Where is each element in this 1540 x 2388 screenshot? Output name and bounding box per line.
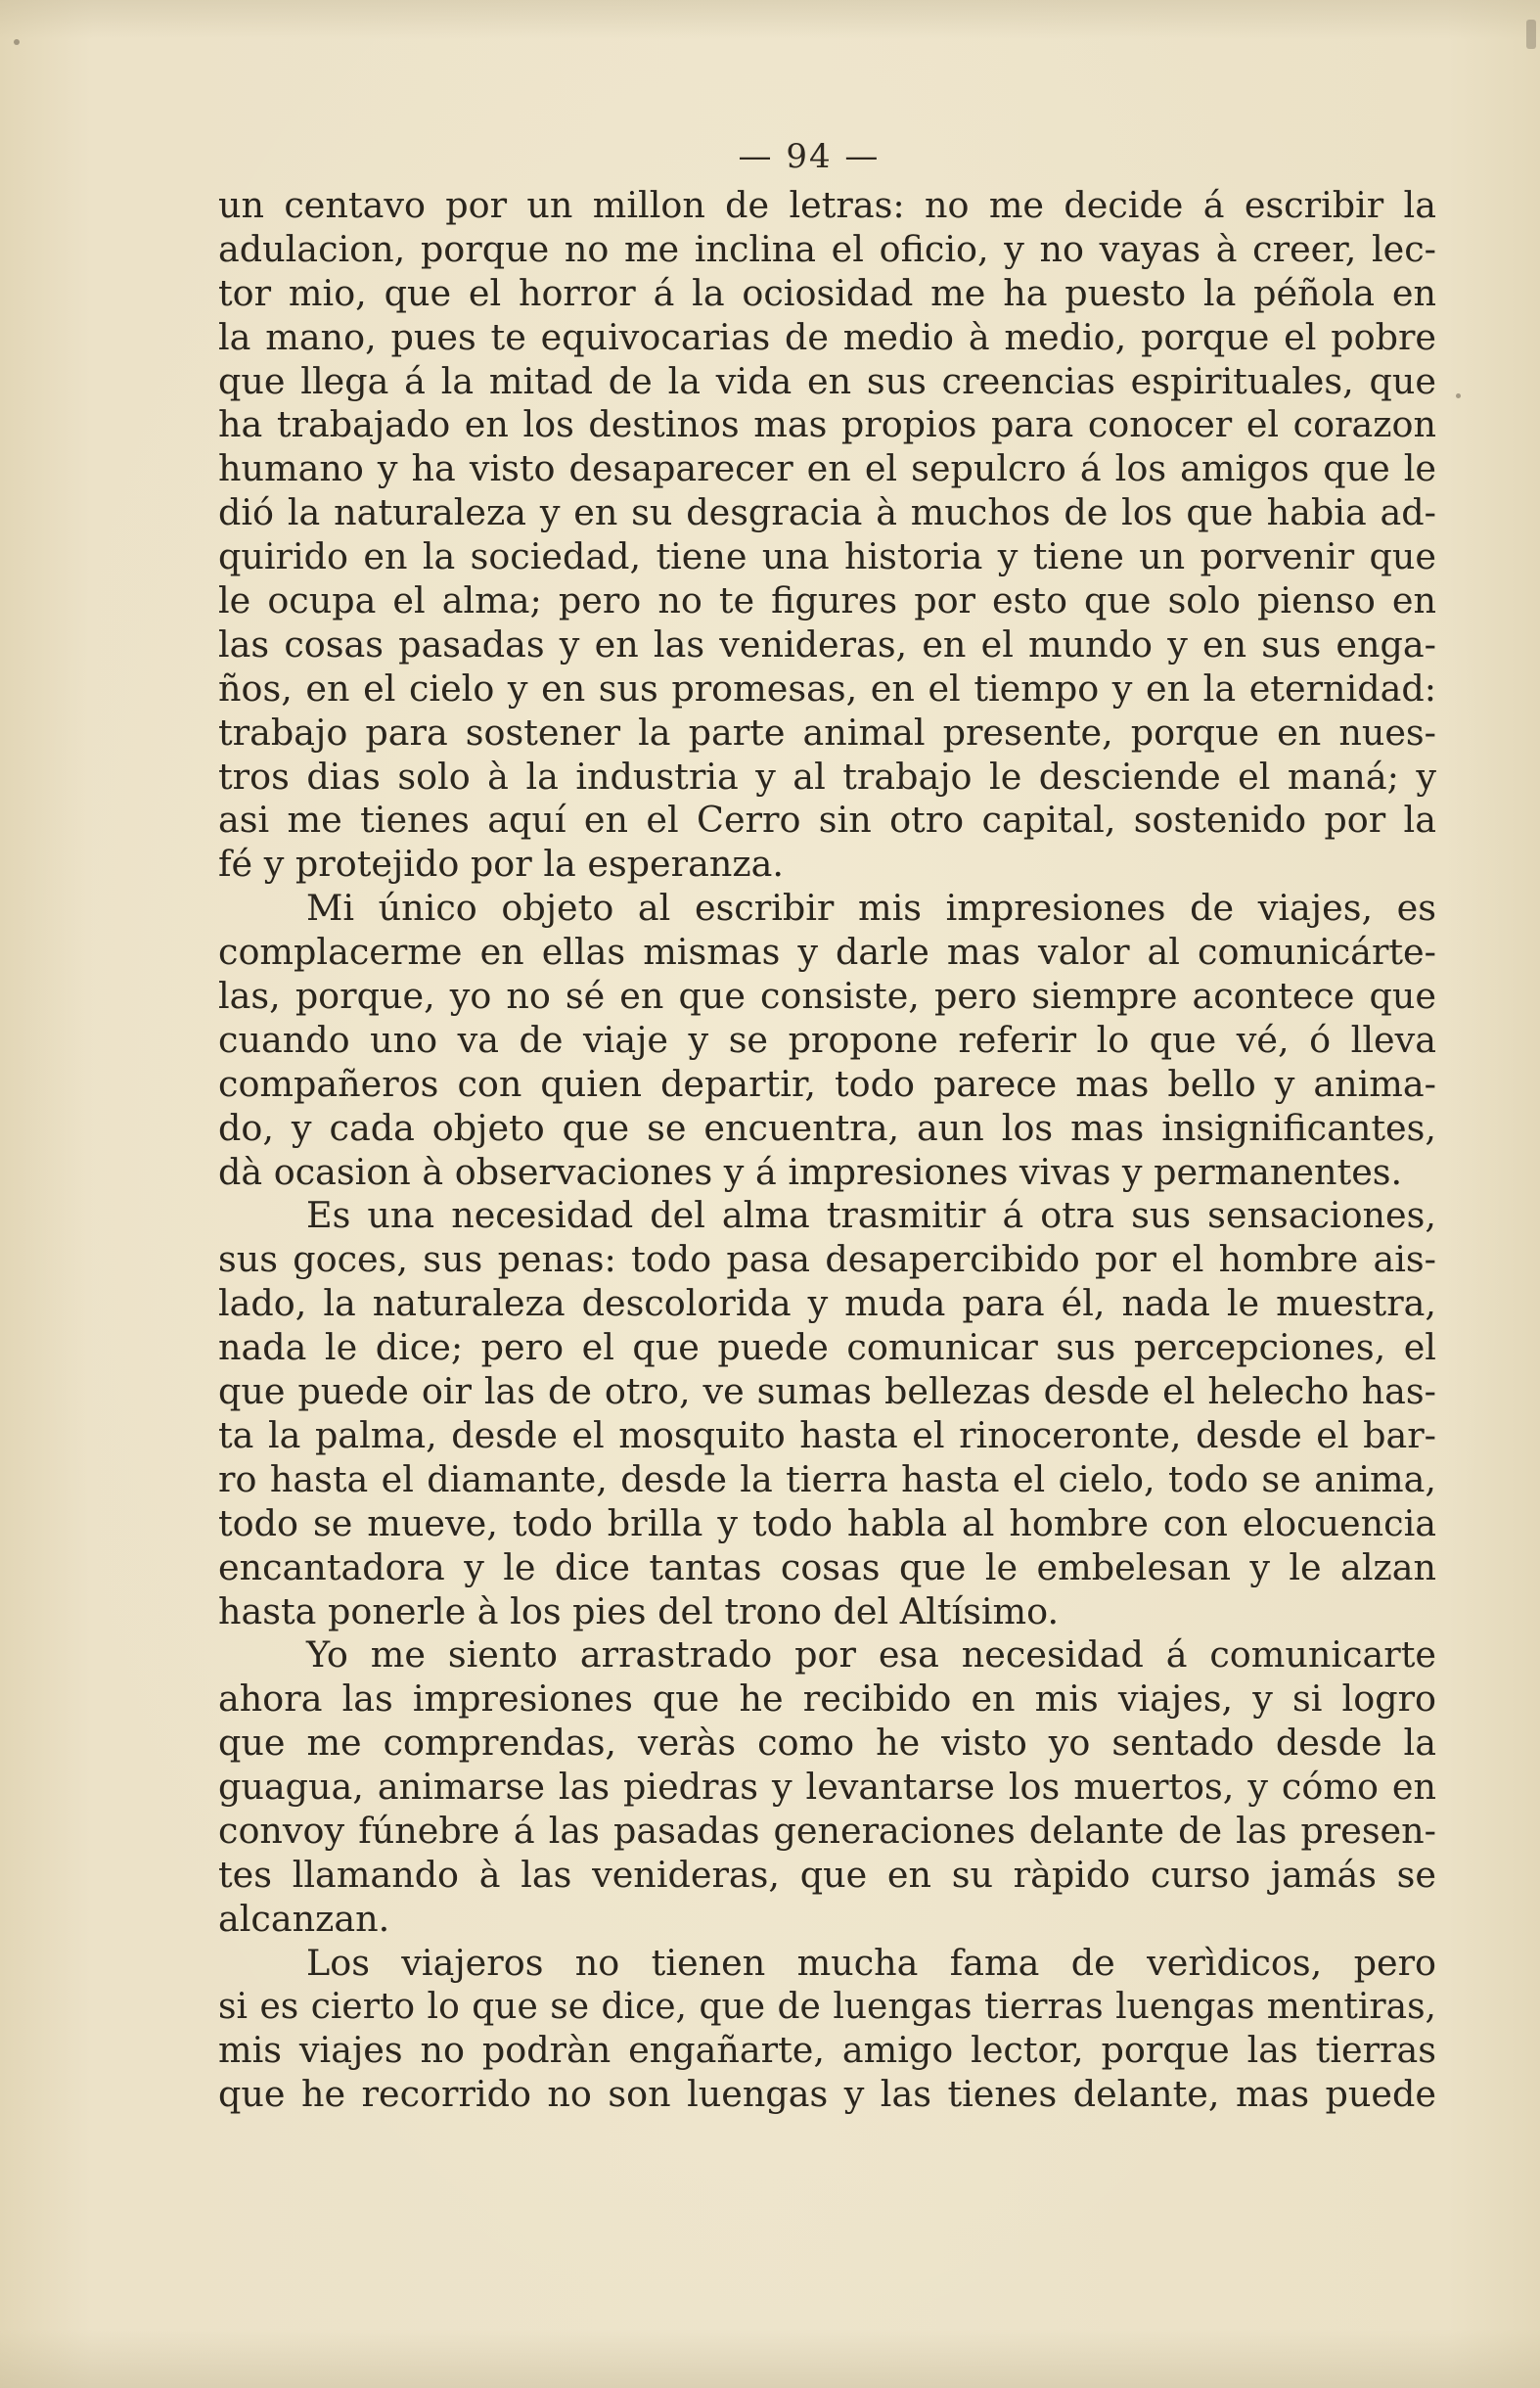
text-line: do, y cada objeto que se encuentra, aun los mas insignificantes,	[218, 1106, 1436, 1149]
text-line: nada le dice; pero el que puede comunicar sus percepciones, el	[218, 1326, 1436, 1369]
text-line: que he recorrido no son luengas y las tienes delante, mas puede	[218, 2073, 1436, 2116]
text-line: que llega á la mitad de la vida en sus creencias espirituales, que	[218, 359, 1436, 402]
text-line: ahora las impresiones que he recibido en mis viajes, y si logro	[218, 1677, 1436, 1721]
text-line: fé y protejido por la esperanza.	[218, 843, 784, 886]
text-line: todo se mueve, todo brilla y todo habla al hombre con elocuencia	[218, 1501, 1436, 1544]
text-line: Mi único objeto al escribir mis impresiones de viajes, es	[306, 887, 1436, 930]
text-line: compañeros con quien departir, todo parece mas bello y anima-	[218, 1062, 1436, 1105]
text-line: Los viajeros no tienen mucha fama de verìdicos, pero	[306, 1941, 1436, 1984]
text-line: la mano, pues te equivocarias de medio à medio, porque el pobre	[218, 315, 1436, 358]
text-line: ta la palma, desde el mosquito hasta el rinoceronte, desde el bar-	[218, 1413, 1436, 1456]
text-line: adulacion, porque no me inclina el oficio, y no vayas à creer, lec-	[218, 227, 1436, 270]
text-line: ro hasta el diamante, desde la tierra hasta el cielo, todo se anima,	[218, 1457, 1436, 1500]
text-line: guagua, animarse las piedras y levantarse los muertos, y cómo en	[218, 1766, 1436, 1809]
text-line: si es cierto lo que se dice, que de luengas tierras luengas mentiras,	[218, 1986, 1436, 2027]
text-line: Yo me siento arrastrado por esa necesidad á comunicarte	[306, 1633, 1436, 1676]
page-number: — 94 —	[738, 137, 881, 176]
text-line: asi me tienes aquí en el Cerro sin otro capital, sostenido por la	[218, 799, 1436, 842]
text-line: las cosas pasadas y en las venideras, en el mundo y en sus enga-	[218, 622, 1436, 666]
text-line: lado, la naturaleza descolorida y muda para él, nada le muestra,	[218, 1282, 1436, 1325]
text-line: cuando uno va de viaje y se propone referir lo que vé, ó lleva	[218, 1018, 1436, 1061]
ink-speck	[1526, 20, 1536, 49]
text-line: mis viajes no podràn engañarte, amigo lector, porque las tierras	[218, 2029, 1436, 2072]
text-line: las, porque, yo no sé en que consiste, pero siempre acontece que	[218, 975, 1436, 1018]
text-line: tes llamando à las venideras, que en su ràpido curso jamás se	[218, 1853, 1436, 1896]
text-line: quirido en la sociedad, tiene una historia y tiene un porvenir que	[218, 535, 1436, 578]
page-top-shadow	[0, 0, 1540, 39]
text-line: Es una necesidad del alma trasmitir á otra sus sensaciones,	[306, 1194, 1436, 1237]
text-line: encantadora y le dice tantas cosas que le embelesan y le alzan	[218, 1545, 1436, 1588]
text-line: dió la naturaleza y en su desgracia à muchos de los que habia ad-	[218, 491, 1436, 534]
text-line: ños, en el cielo y en sus promesas, en el tiempo y en la eternidad:	[218, 666, 1436, 710]
text-line: tros dias solo à la industria y al trabajo le desciende el maná; y	[218, 755, 1436, 798]
text-line: hasta ponerle à los pies del trono del Altísimo.	[218, 1589, 1060, 1632]
page-bottom-shadow	[0, 2329, 1540, 2388]
text-line: convoy fúnebre á las pasadas generaciones delante de las presen-	[218, 1809, 1436, 1852]
text-line: alcanzan.	[218, 1897, 390, 1940]
text-line: complacerme en ellas mismas y darle mas valor al comunicárte-	[218, 931, 1436, 974]
ink-speck	[14, 39, 20, 45]
text-line: le ocupa el alma; pero no te figures por esto que solo pienso en	[218, 579, 1436, 622]
body-text	[218, 184, 1436, 2117]
text-line: trabajo para sostener la parte animal presente, porque en nues-	[218, 711, 1436, 754]
text-line: un centavo por un millon de letras: no me decide á escribir la	[218, 184, 1436, 226]
text-line: tor mio, que el horror á la ociosidad me ha puesto la péñola en	[218, 271, 1436, 314]
text-line: dà ocasion à observaciones y á impresiones vivas y permanentes.	[218, 1150, 1403, 1193]
text-line: ha trabajado en los destinos mas propios para conocer el corazon	[218, 403, 1436, 446]
ink-speck	[1456, 393, 1461, 398]
text-line: que me comprendas, veràs como he visto yo sentado desde la	[218, 1722, 1436, 1765]
text-line: humano y ha visto desaparecer en el sepulcro á los amigos que le	[218, 447, 1436, 490]
text-line: que puede oir las de otro, ve sumas bellezas desde el helecho has-	[218, 1370, 1436, 1413]
text-line: sus goces, sus penas: todo pasa desapercibido por el hombre ais-	[218, 1238, 1436, 1281]
